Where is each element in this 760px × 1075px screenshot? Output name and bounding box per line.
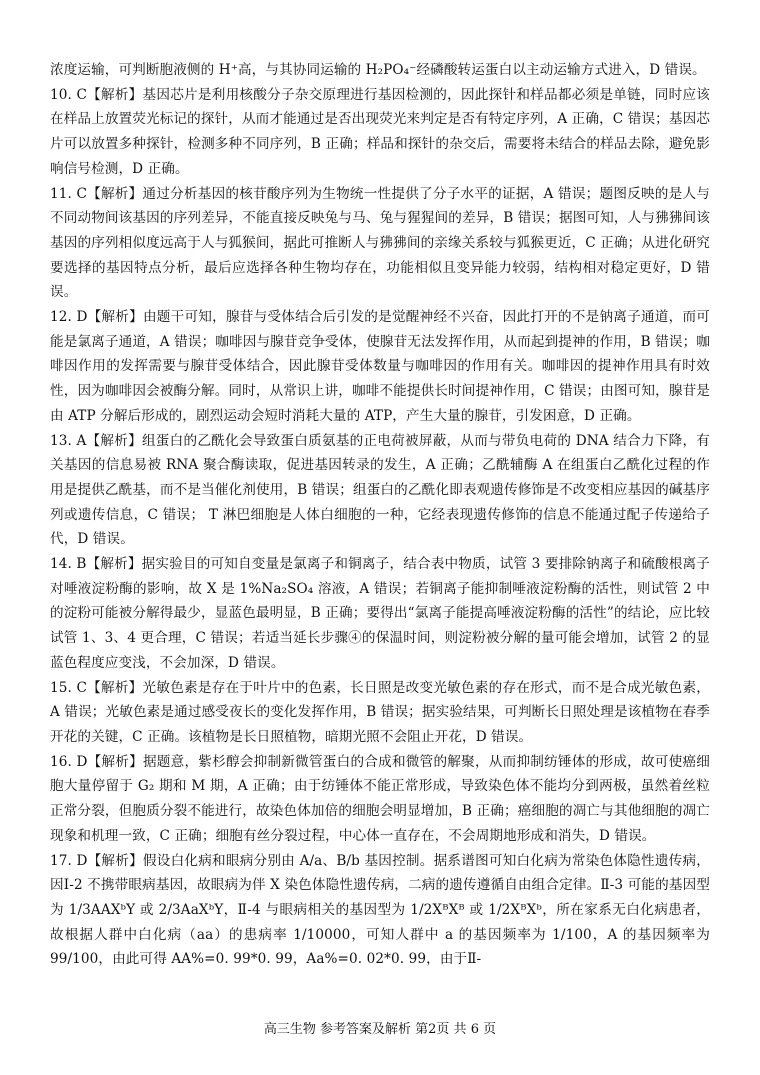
answer-11-explanation: 11. C【解析】通过分析基因的核苷酸序列为生物统一性提供了分子水平的证据，A 错误；题图反映的是人与不同动物间该基因的序列差异，不能直接反映兔与马、兔与猩猩间的差异，B 错误；据图可知，人与狒狒间该基因的序列相似度远高于人与狐猴间，据此可推断人与狒狒间的亲缘关系较与狐猴更近，C 正确；从进化研究要选择的基因特点分析，最后应选择各种生物均存在，功能相似且变异能力较弱，结构相对稳定更好，D 错误。 [50, 185, 710, 301]
answer-10-explanation: 10. C【解析】基因芯片是利用核酸分子杂交原理进行基因检测的，因此探针和样品都必须是单链，同时应该在样品上放置荧光标记的探针，从而才能通过是否出现荧光来判定是否有特定序列，A 正确，C 错误；基因芯片可以放置多种探针，检测多种不同序列，B 正确；样品和探针的杂交后，需要将未结合的样品去除，避免影响信号检测，D 正确。 [50, 86, 710, 177]
answer-15-explanation: 15. C【解析】光敏色素是存在于叶片中的色素，长日照是改变光敏色素的存在形式，而不是合成光敏色素，A 错误；光敏色素是通过感受夜长的变化发挥作用，B 错误；据实验结果，可判断长日照处理是该植物在春季开花的关键，C 正确。该植物是长日照植物，暗期光照不会阻止开花，D 错误。 [50, 679, 710, 745]
paragraph-continuation: 浓度运输，可判断胞液侧的 H⁺高，与其协同运输的 H₂PO₄⁻经磷酸转运蛋白以主动运输方式进入，D 错误。 [50, 62, 706, 78]
answer-12-explanation: 12. D【解析】由题干可知，腺苷与受体结合后引发的是觉醒神经不兴奋，因此打开的不是钠离子通道，而可能是氯离子通道，A 错误；咖啡因与腺苷竞争受体，使腺苷无法发挥作用，从而起到提神的作用，B 错误；咖啡因作用的发挥需要与腺苷受体结合，因此腺苷受体数量与咖啡因的作用有关。咖啡因的提神作用具有时效性，因为咖啡因会被酶分解。同时，从常识上讲，咖啡不能提供长时间提神作用，C 错误；由图可知，腺苷是由 ATP 分解后形成的，剧烈运动会短时消耗大量的 ATP，产生大量的腺苷，引发困意，D 正确。 [50, 309, 710, 424]
answer-17-explanation: 17. D【解析】假设白化病和眼病分别由 A/a、B/b 基因控制。据系谱图可知白化病为常染色体隐性遗传病，因Ⅰ-2 不携带眼病基因，故眼病为伴 X 染色体隐性遗传病，二病的遗传遵循自由组合定律。Ⅱ-3 可能的基因型为 1/3AAXᵇY 或 2/3AaXᵇY，Ⅱ-4 与眼病相关的基因型为 1/2XᴮXᴮ 或 1/2XᴮXᵇ，所在家系无白化病患者，故根据人群中白化病（aa）的患病率 1/10000，可知人群中 a 的基因频率为 1/100，A 的基因频率为 99/100，由此可得 AA%=0. 99*0. 99，Aa%=0. 02*0. 99，由于Ⅱ- [50, 852, 710, 968]
answer-13-explanation: 13. A【解析】组蛋白的乙酰化会导致蛋白质氨基的正电荷被屏蔽，从而与带负电荷的 DNA 结合力下降，有关基因的信息易被 RNA 聚合酶读取，促进基因转录的发生，A 正确；乙酰辅酶 A 在组蛋白乙酰化过程的作用是提供乙酰基，而不是当催化剂使用，B 错误；组蛋白的乙酰化即表观遗传修饰是不改变相应基因的碱基序列或遗传信息，C 错误； T 淋巴细胞是人体白细胞的一种，它经表现遗传修饰的信息不能通过配子传递给子代，D 错误。 [50, 432, 710, 548]
answer-document [50, 58, 710, 972]
answer-14-explanation: 14. B【解析】据实验目的可知自变量是氯离子和铜离子，结合表中物质，试管 3 要排除钠离子和硫酸根离子对唾液淀粉酶的影响，故 X 是 1%Na₂SO₄ 溶液，A 错误；若铜离子能抑制唾液淀粉酶的活性，则试管 2 中的淀粉可能被分解得最少，显蓝色最明显，B 正确；要得出“氯离子能提高唾液淀粉酶的活性”的结论，应比较试管 1、3、4 更合理，C 错误；若适当延长步骤④的保温时间，则淀粉被分解的量可能会增加，试管 2 的显蓝色程度应变浅，不会加深，D 错误。 [50, 556, 710, 671]
answer-16-explanation: 16. D【解析】据题意，紫杉醇会抑制新微管蛋白的合成和微管的解聚，从而抑制纺锤体的形成，故可使癌细胞大量停留于 G₂ 期和 M 期，A 正确；由于纺锤体不能正常形成，导致染色体不能均分到两极，虽然着丝粒正常分裂，但胞质分裂不能进行，故染色体加倍的细胞会明显增加，B 正确；癌细胞的凋亡与其他细胞的凋亡现象和机理一致，C 正确；细胞有丝分裂过程，中心体一直存在，不会周期地形成和消失，D 错误。 [50, 753, 710, 844]
page-footer: 高三生物 参考答案及解析 第2页 共 6 页 [263, 1022, 497, 1037]
